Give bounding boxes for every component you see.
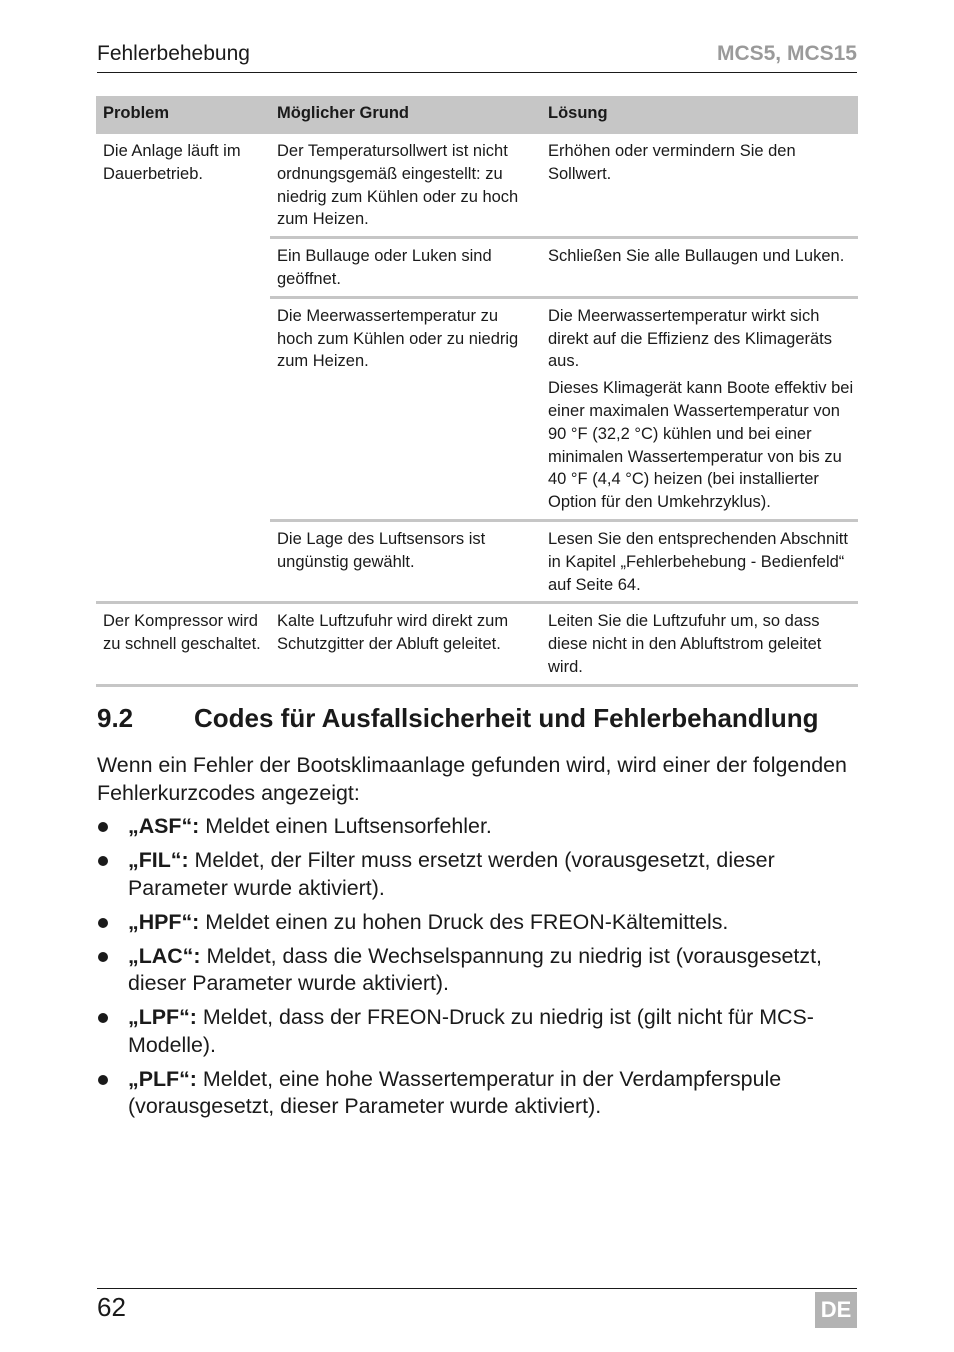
error-code-description: Meldet einen zu hohen Druck des FREON-Kältemittels.: [205, 909, 729, 934]
error-code-description: Meldet, dass der FREON-Druck zu niedrig ist (gilt nicht für MCS-Modelle).: [128, 1005, 814, 1057]
solution-cell: Lesen Sie den entsprechenden Abschnitt in Kapitel „Fehlerbehebung - Bedienfeld“ auf Seite 64.: [541, 520, 858, 602]
error-code: „ASF“:: [128, 814, 200, 838]
list-item: [97, 1066, 859, 1121]
troubleshooting-table: [96, 96, 858, 687]
error-code-description: Meldet einen Luftsensorfehler.: [205, 814, 492, 838]
language-badge: DE: [815, 1292, 857, 1328]
list-item: [97, 943, 859, 998]
solution-cell: Erhöhen oder vermindern Sie den Sollwert.: [541, 134, 858, 238]
solution-cell: [541, 297, 858, 520]
page-number: 62: [97, 1292, 126, 1322]
error-code-description: Meldet, der Filter muss ersetzt werden (vorausgesetzt, dieser Parameter wurde aktiviert).: [128, 848, 775, 900]
table-row: [96, 603, 858, 685]
bullet-icon: [98, 822, 108, 832]
error-code: „LPF“:: [128, 1005, 197, 1029]
header-section-title: Fehlerbehebung: [97, 42, 250, 65]
cause-cell: Kalte Luftzufuhr wird direkt zum Schutzgitter der Abluft geleitet.: [270, 603, 541, 685]
section-title: Codes für Ausfallsicherheit und Fehlerbehandlung: [194, 703, 819, 733]
list-item: [97, 847, 859, 902]
section-intro: Wenn ein Fehler der Bootsklimaanlage gefunden wird, wird einer der folgenden Fehlerkurzcodes angezeigt:: [97, 753, 847, 805]
table-header-row: [96, 96, 858, 134]
solution-text: Die Meerwassertemperatur wirkt sich direkt auf die Effizienz des Klimageräts aus.: [548, 306, 833, 371]
cause-cell: Ein Bullauge oder Luken sind geöffnet.: [270, 238, 541, 298]
problem-cell: Die Anlage läuft im Dauerbetrieb.: [96, 134, 270, 603]
page-header: [97, 40, 857, 73]
bullet-icon: [98, 952, 108, 962]
solution-extra-text: Dieses Klimagerät kann Boote effektiv bei einer maximalen Wassertemperatur von 90 °F (32,2 °C) kühlen und bei einer minimalen Wassertemperatur von bis zu 40 °F (4,4 °C) heizen (bei installierter Option für den Umkehrzyklus).: [548, 379, 854, 512]
list-item: [97, 813, 859, 841]
column-header-cause: Möglicher Grund: [270, 96, 541, 134]
cause-cell: Die Lage des Luftsensors ist ungünstig gewählt.: [270, 520, 541, 602]
table-row: [96, 134, 858, 238]
cause-cell: Der Temperatursollwert ist nicht ordnungsgemäß eingestellt: zu niedrig zum Kühlen oder zu hoch zum Heizen.: [270, 134, 541, 238]
error-code-list: [97, 813, 859, 1127]
problem-cell: Der Kompressor wird zu schnell geschaltet.: [96, 603, 270, 685]
error-code-description: Meldet, dass die Wechselspannung zu niedrig ist (vorausgesetzt, dieser Parameter wurde aktiviert).: [128, 943, 822, 995]
footer-divider: [97, 1288, 857, 1289]
solution-cell: Schließen Sie alle Bullaugen und Luken.: [541, 238, 858, 298]
section-heading: [97, 703, 819, 734]
list-item: [97, 909, 859, 937]
bullet-icon: [98, 1013, 108, 1023]
error-code: „LAC“:: [128, 943, 201, 968]
bullet-icon: [98, 918, 108, 928]
bullet-icon: [98, 856, 108, 866]
error-code-description: Meldet, eine hohe Wassertemperatur in der Verdampferspule (vorausgesetzt, dieser Parameter wurde aktiviert).: [128, 1066, 782, 1118]
error-code: „HPF“:: [128, 909, 200, 934]
cause-cell: Die Meerwassertemperatur zu hoch zum Kühlen oder zu niedrig zum Heizen.: [270, 297, 541, 520]
column-header-problem: Problem: [96, 96, 270, 134]
list-item: [97, 1004, 859, 1059]
bullet-icon: [98, 1075, 108, 1085]
column-header-solution: Lösung: [541, 96, 858, 134]
section-number: 9.2: [97, 703, 134, 733]
error-code: „FIL“:: [128, 848, 189, 872]
error-code: „PLF“:: [128, 1066, 197, 1091]
header-model: MCS5, MCS15: [716, 42, 857, 65]
solution-cell: Leiten Sie die Luftzufuhr um, so dass diese nicht in den Abluftstrom geleitet wird.: [541, 603, 858, 685]
